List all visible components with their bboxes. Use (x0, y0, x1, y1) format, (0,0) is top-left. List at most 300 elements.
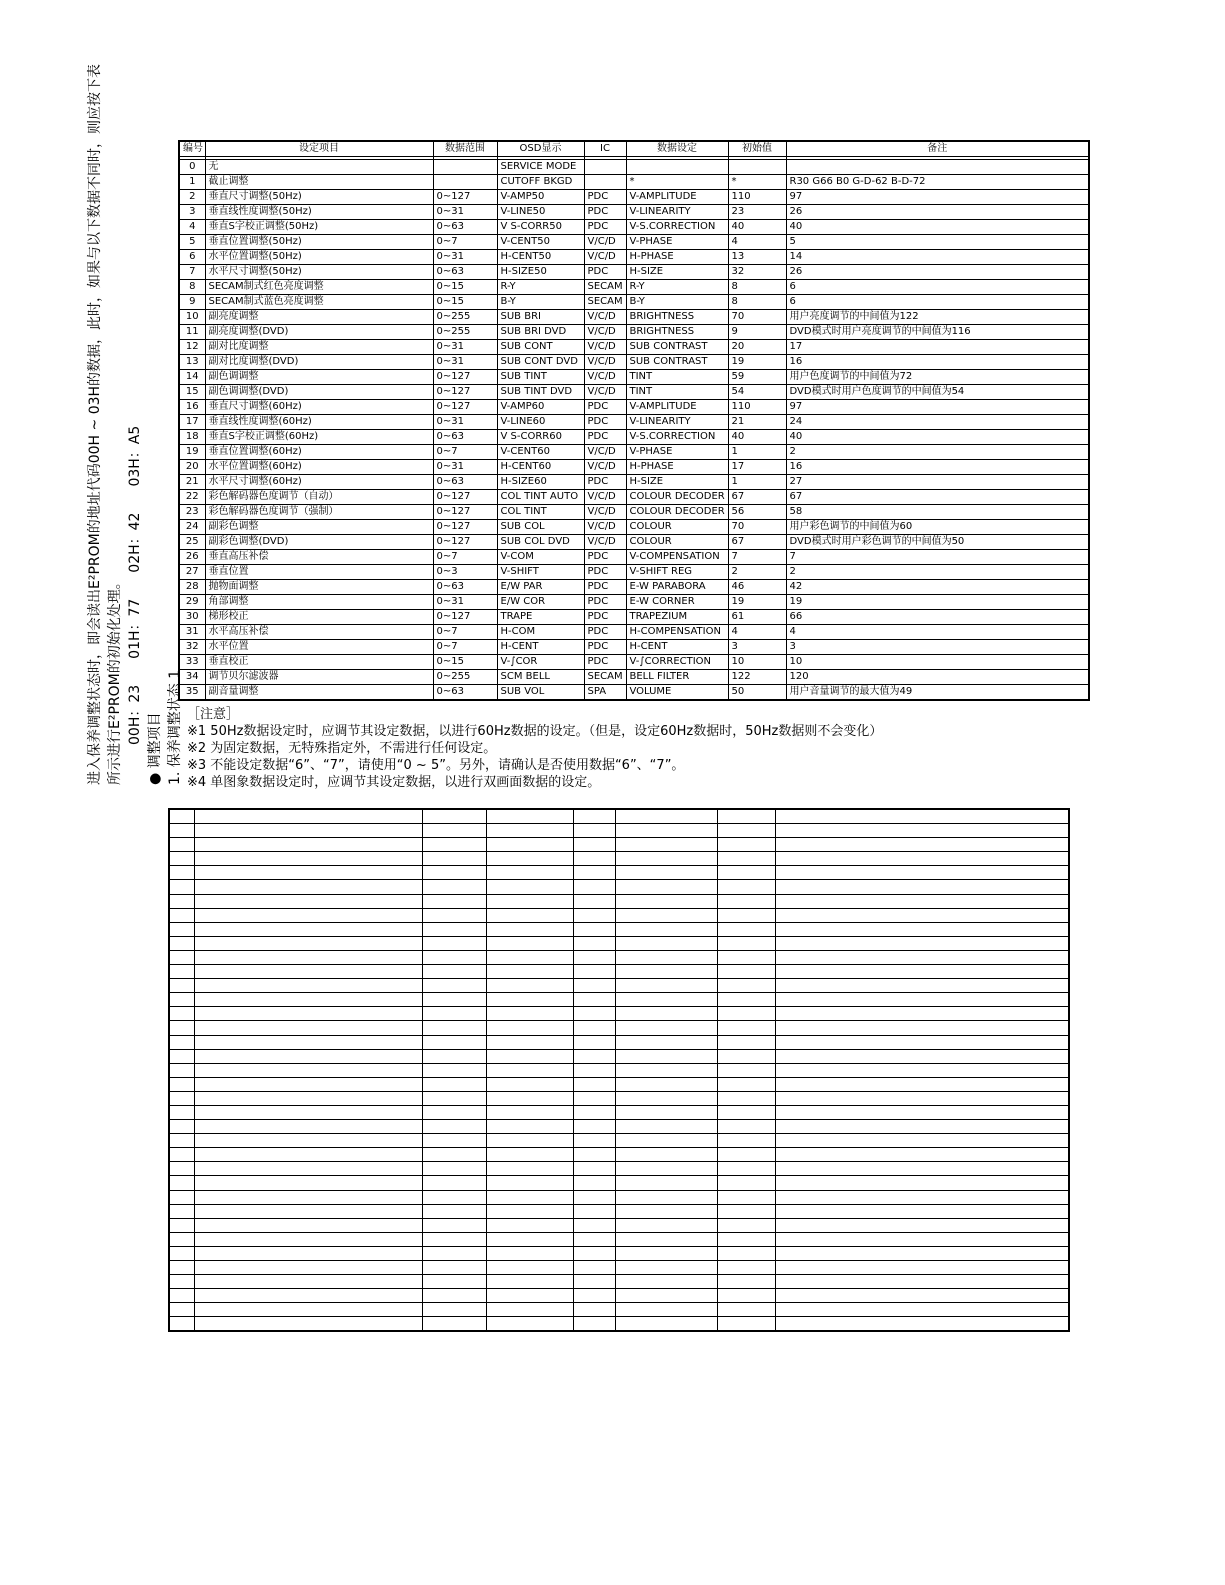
blank-cell (422, 1120, 486, 1134)
blank-cell (717, 838, 775, 852)
blank-cell (486, 824, 573, 838)
table-cell: 13 (179, 355, 205, 370)
table-cell: 0 (179, 160, 205, 175)
table-cell: V/C/D (584, 370, 626, 385)
blank-cell (194, 1049, 422, 1063)
table-cell (728, 160, 786, 175)
blank-cell (717, 1049, 775, 1063)
table-row (179, 160, 1089, 175)
notes-title: ［注意］ (187, 707, 240, 722)
table-cell: PDC (584, 205, 626, 220)
blank-cell (486, 1049, 573, 1063)
table-cell: 17 (786, 340, 1089, 355)
table-cell: V-SHIFT REG (626, 565, 728, 580)
table-cell: V/C/D (584, 460, 626, 475)
blank-cell (194, 1275, 422, 1289)
table-row (179, 205, 1089, 220)
blank-cell (775, 1190, 1069, 1204)
table-cell: 8 (728, 295, 786, 310)
blank-cell (615, 1035, 717, 1049)
table-cell: SECAM制式蓝色亮度调整 (205, 295, 433, 310)
table-cell: TRAPE (497, 610, 584, 625)
table-row (179, 505, 1089, 520)
blank-cell (615, 1275, 717, 1289)
table-cell: 垂直校正 (205, 655, 433, 670)
blank-cell (717, 894, 775, 908)
blank-cell (194, 866, 422, 880)
table-row (179, 250, 1089, 265)
blank-cell (573, 838, 615, 852)
blank-row (169, 1289, 1069, 1303)
blank-cell (573, 922, 615, 936)
blank-cell (615, 950, 717, 964)
blank-cell (422, 1077, 486, 1091)
blank-cell (717, 1246, 775, 1260)
blank-cell (573, 1246, 615, 1260)
table-cell: V/C/D (584, 385, 626, 400)
blank-cell (486, 936, 573, 950)
table-row (179, 430, 1089, 445)
table-cell: 2 (728, 565, 786, 580)
table-cell: 18 (179, 430, 205, 445)
table-cell: 调节贝尔滤波器 (205, 670, 433, 685)
blank-row (169, 936, 1069, 950)
table-cell: SUB CONTRAST (626, 340, 728, 355)
blank-cell (573, 1134, 615, 1148)
blank-cell (486, 950, 573, 964)
table-body (179, 160, 1089, 701)
table-cell: 61 (728, 610, 786, 625)
blank-cell (169, 894, 194, 908)
blank-cell (615, 824, 717, 838)
table-cell: 水平位置调整(50Hz) (205, 250, 433, 265)
blank-cell (194, 1204, 422, 1218)
blank-cell (775, 1246, 1069, 1260)
table-cell: 2 (179, 190, 205, 205)
blank-cell (573, 965, 615, 979)
table-cell: SUB BRI (497, 310, 584, 325)
blank-row (169, 1134, 1069, 1148)
table-cell: 0~15 (433, 280, 497, 295)
blank-cell (775, 1176, 1069, 1190)
blank-cell (169, 950, 194, 964)
table-cell: COLOUR (626, 520, 728, 535)
blank-cell (775, 1077, 1069, 1091)
table-cell: 33 (179, 655, 205, 670)
blank-cell (486, 1289, 573, 1303)
table-cell: 4 (179, 220, 205, 235)
blank-cell (422, 824, 486, 838)
table-cell: V-COM (497, 550, 584, 565)
table-cell: PDC (584, 595, 626, 610)
blank-cell (573, 993, 615, 1007)
table-cell: 副彩色调整 (205, 520, 433, 535)
table-cell: PDC (584, 475, 626, 490)
blank-cell (573, 1261, 615, 1275)
table-cell: 14 (786, 250, 1089, 265)
blank-cell (169, 838, 194, 852)
blank-cell (169, 1303, 194, 1317)
table-cell: 0~127 (433, 535, 497, 550)
table-cell: 1 (728, 475, 786, 490)
table-cell: E-W PARABORA (626, 580, 728, 595)
blank-cell (775, 1035, 1069, 1049)
blank-cell (775, 866, 1069, 880)
table-cell: 23 (179, 505, 205, 520)
blank-cell (615, 809, 717, 824)
blank-cell (169, 936, 194, 950)
table-row (179, 565, 1089, 580)
blank-cell (717, 950, 775, 964)
table-cell: 0~63 (433, 685, 497, 701)
table-cell: H-PHASE (626, 460, 728, 475)
table-cell: 垂直高压补偿 (205, 550, 433, 565)
eeprom-values (125, 85, 145, 785)
blank-cell (615, 1261, 717, 1275)
blank-cell (775, 965, 1069, 979)
blank-cell (615, 1246, 717, 1260)
table-cell: 32 (179, 640, 205, 655)
table-cell: 0~15 (433, 295, 497, 310)
blank-cell (169, 1204, 194, 1218)
blank-cell (169, 1049, 194, 1063)
blank-cell (573, 979, 615, 993)
blank-cell (422, 1134, 486, 1148)
table-cell: * (728, 175, 786, 190)
table-cell: 用户音量调节的最大值为49 (786, 685, 1089, 701)
sub-heading: 1. 保养调整状态 1 (167, 669, 183, 785)
blank-cell (615, 1105, 717, 1119)
blank-cell (775, 1317, 1069, 1332)
table-cell: V-PHASE (626, 235, 728, 250)
blank-cell (169, 1246, 194, 1260)
blank-cell (775, 950, 1069, 964)
table-cell: * (626, 175, 728, 190)
table-cell: 0~63 (433, 265, 497, 280)
table-row (179, 310, 1089, 325)
blank-cell (573, 1303, 615, 1317)
table-cell: 20 (728, 340, 786, 355)
blank-cell (615, 1007, 717, 1021)
blank-cell (486, 1007, 573, 1021)
blank-cell (486, 1317, 573, 1332)
table-row (179, 280, 1089, 295)
table-cell: 19 (179, 445, 205, 460)
table-cell: 1 (728, 445, 786, 460)
blank-row (169, 922, 1069, 936)
table-cell: 34 (179, 670, 205, 685)
blank-cell (717, 1105, 775, 1119)
table-cell: 0~255 (433, 670, 497, 685)
blank-cell (486, 1204, 573, 1218)
blank-cell (486, 1275, 573, 1289)
blank-cell (194, 1218, 422, 1232)
table-cell: V S-CORR60 (497, 430, 584, 445)
blank-row (169, 1007, 1069, 1021)
blank-row (169, 1049, 1069, 1063)
table-cell (626, 160, 728, 175)
table-cell: 40 (728, 430, 786, 445)
header-cell: 编号 (179, 141, 205, 157)
table-cell: 2 (786, 565, 1089, 580)
blank-cell (169, 824, 194, 838)
blank-cell (615, 894, 717, 908)
table-cell: 12 (179, 340, 205, 355)
blank-cell (169, 965, 194, 979)
table-row (179, 460, 1089, 475)
table-row (179, 295, 1089, 310)
table-cell: 2 (786, 445, 1089, 460)
table-cell: 水平尺寸调整(50Hz) (205, 265, 433, 280)
blank-cell (194, 965, 422, 979)
table-cell: E/W COR (497, 595, 584, 610)
table-row (179, 415, 1089, 430)
table-cell: 无 (205, 160, 433, 175)
blank-cell (775, 1091, 1069, 1105)
table-cell: 27 (786, 475, 1089, 490)
blank-cell (169, 1134, 194, 1148)
blank-cell (422, 1091, 486, 1105)
table-cell (433, 175, 497, 190)
blank-cell (717, 1204, 775, 1218)
blank-cell (775, 852, 1069, 866)
table-cell: 0~255 (433, 310, 497, 325)
blank-cell (169, 1063, 194, 1077)
table-row (179, 475, 1089, 490)
eeprom-value: 03H：A5 (127, 425, 143, 487)
table-row (179, 580, 1089, 595)
table-cell: 0~127 (433, 400, 497, 415)
header-cell: 数据范围 (433, 141, 497, 157)
blank-cell (775, 824, 1069, 838)
blank-cell (775, 1289, 1069, 1303)
table-row (179, 265, 1089, 280)
blank-cell (486, 1148, 573, 1162)
blank-cell (717, 1261, 775, 1275)
table-cell: SUB TINT (497, 370, 584, 385)
table-cell: VOLUME (626, 685, 728, 701)
blank-cell (169, 979, 194, 993)
table-cell: SUB BRI DVD (497, 325, 584, 340)
blank-cell (717, 880, 775, 894)
blank-row (169, 852, 1069, 866)
blank-cell (775, 1232, 1069, 1246)
blank-cell (169, 908, 194, 922)
blank-cell (573, 1007, 615, 1021)
blank-cell (573, 1162, 615, 1176)
table-cell: 67 (728, 535, 786, 550)
blank-cell (194, 1317, 422, 1332)
eeprom-value: 00H：23 (127, 684, 143, 745)
blank-cell (422, 1246, 486, 1260)
blank-row (169, 979, 1069, 993)
blank-cell (775, 1105, 1069, 1119)
blank-cell (775, 993, 1069, 1007)
blank-cell (775, 1218, 1069, 1232)
table-cell: R-Y (626, 280, 728, 295)
blank-cell (486, 979, 573, 993)
table-cell: 6 (786, 280, 1089, 295)
blank-cell (573, 950, 615, 964)
table-cell: PDC (584, 190, 626, 205)
blank-cell (486, 1063, 573, 1077)
blank-cell (422, 1021, 486, 1035)
header-cell: 数据设定 (626, 141, 728, 157)
table-row (179, 535, 1089, 550)
table-cell: 0~3 (433, 565, 497, 580)
blank-cell (486, 1035, 573, 1049)
table-row (179, 670, 1089, 685)
table-cell: V/C/D (584, 355, 626, 370)
blank-cell (194, 1261, 422, 1275)
blank-cell (422, 894, 486, 908)
blank-cell (717, 1317, 775, 1332)
table-cell: 垂直线性度调整(60Hz) (205, 415, 433, 430)
blank-cell (615, 1190, 717, 1204)
eeprom-value: 01H：77 (127, 598, 143, 659)
blank-cell (573, 1148, 615, 1162)
blank-cell (615, 1162, 717, 1176)
blank-cell (615, 1289, 717, 1303)
blank-cell (486, 1162, 573, 1176)
table-cell: 97 (786, 400, 1089, 415)
table-cell: PDC (584, 415, 626, 430)
blank-cell (169, 1275, 194, 1289)
note-item: ※3 不能设定数据“6”、“7”，请使用“0 ~ 5”。另外，请确认是否使用数据“6”、“7”。 (187, 758, 685, 773)
blank-cell (194, 1091, 422, 1105)
table-cell: SUB COL (497, 520, 584, 535)
blank-cell (422, 1261, 486, 1275)
blank-cell (573, 809, 615, 824)
table-cell: SECAM (584, 295, 626, 310)
table-cell: V-LINE50 (497, 205, 584, 220)
table-cell: H-COMPENSATION (626, 625, 728, 640)
table-cell: V-AMP50 (497, 190, 584, 205)
table-cell: 6 (179, 250, 205, 265)
blank-cell (194, 1232, 422, 1246)
blank-cell (169, 1007, 194, 1021)
blank-cell (169, 1021, 194, 1035)
blank-row (169, 1317, 1069, 1332)
blank-cell (169, 1232, 194, 1246)
blank-cell (422, 1049, 486, 1063)
table-cell: H-SIZE (626, 265, 728, 280)
blank-cell (573, 1176, 615, 1190)
table-cell: 10 (786, 655, 1089, 670)
blank-cell (169, 1190, 194, 1204)
blank-cell (615, 993, 717, 1007)
blank-cell (169, 1162, 194, 1176)
table-cell: PDC (584, 430, 626, 445)
blank-cell (169, 1148, 194, 1162)
table-cell: 副彩色调整(DVD) (205, 535, 433, 550)
table-row (179, 640, 1089, 655)
header-cell: IC (584, 141, 626, 157)
table-cell: V-S.CORRECTION (626, 430, 728, 445)
table-row (179, 355, 1089, 370)
blank-row (169, 908, 1069, 922)
blank-row (169, 1120, 1069, 1134)
blank-cell (422, 936, 486, 950)
table-cell: COLOUR (626, 535, 728, 550)
blank-cell (717, 852, 775, 866)
table-cell: 21 (179, 475, 205, 490)
blank-cell (486, 1303, 573, 1317)
blank-cell (717, 936, 775, 950)
table-cell: 垂直尺寸调整(60Hz) (205, 400, 433, 415)
blank-row (169, 1148, 1069, 1162)
table-cell: 23 (728, 205, 786, 220)
blank-cell (194, 824, 422, 838)
blank-cell (194, 993, 422, 1007)
table-cell: V/C/D (584, 340, 626, 355)
table-cell: V-CENT60 (497, 445, 584, 460)
blank-row (169, 894, 1069, 908)
table-cell: H-SIZE60 (497, 475, 584, 490)
blank-cell (422, 1303, 486, 1317)
table-cell: 11 (179, 325, 205, 340)
table-cell: 彩色解码器色度调节（强制） (205, 505, 433, 520)
blank-cell (775, 1275, 1069, 1289)
blank-row (169, 1091, 1069, 1105)
table-cell: 0~63 (433, 475, 497, 490)
blank-cell (615, 1049, 717, 1063)
blank-cell (169, 1035, 194, 1049)
blank-cell (573, 1317, 615, 1332)
blank-row (169, 1105, 1069, 1119)
table-cell: H-SIZE50 (497, 265, 584, 280)
table-cell: 0~63 (433, 220, 497, 235)
table-cell: 用户彩色调节的中间值为60 (786, 520, 1089, 535)
table-cell: 14 (179, 370, 205, 385)
table-cell: PDC (584, 625, 626, 640)
blank-cell (573, 1105, 615, 1119)
table-cell (433, 160, 497, 175)
blank-cell (615, 1021, 717, 1035)
blank-row (169, 866, 1069, 880)
blank-cell (717, 1063, 775, 1077)
table-cell: 截止调整 (205, 175, 433, 190)
table-row (179, 370, 1089, 385)
blank-row (169, 1063, 1069, 1077)
blank-cell (422, 965, 486, 979)
table-cell: 0~31 (433, 355, 497, 370)
blank-row (169, 838, 1069, 852)
table-cell: SUB VOL (497, 685, 584, 701)
table-cell: PDC (584, 640, 626, 655)
table-cell: 副音量调整 (205, 685, 433, 701)
table-cell: 10 (728, 655, 786, 670)
table-header-row (179, 141, 1089, 157)
blank-cell (615, 838, 717, 852)
blank-row (169, 993, 1069, 1007)
blank-cell (169, 852, 194, 866)
blank-cell (422, 1063, 486, 1077)
table-cell: H-CENT (626, 640, 728, 655)
blank-cell (573, 936, 615, 950)
blank-cell (717, 1148, 775, 1162)
blank-cell (422, 1232, 486, 1246)
blank-cell (573, 1120, 615, 1134)
table-cell: 42 (786, 580, 1089, 595)
note-item: ※2 为固定数据，无特殊指定外，不需进行任何设定。 (187, 741, 497, 756)
blank-table-body (169, 809, 1069, 1331)
table-cell: 110 (728, 400, 786, 415)
blank-cell (717, 1218, 775, 1232)
table-cell: E-W CORNER (626, 595, 728, 610)
blank-cell (573, 1218, 615, 1232)
blank-cell (422, 908, 486, 922)
